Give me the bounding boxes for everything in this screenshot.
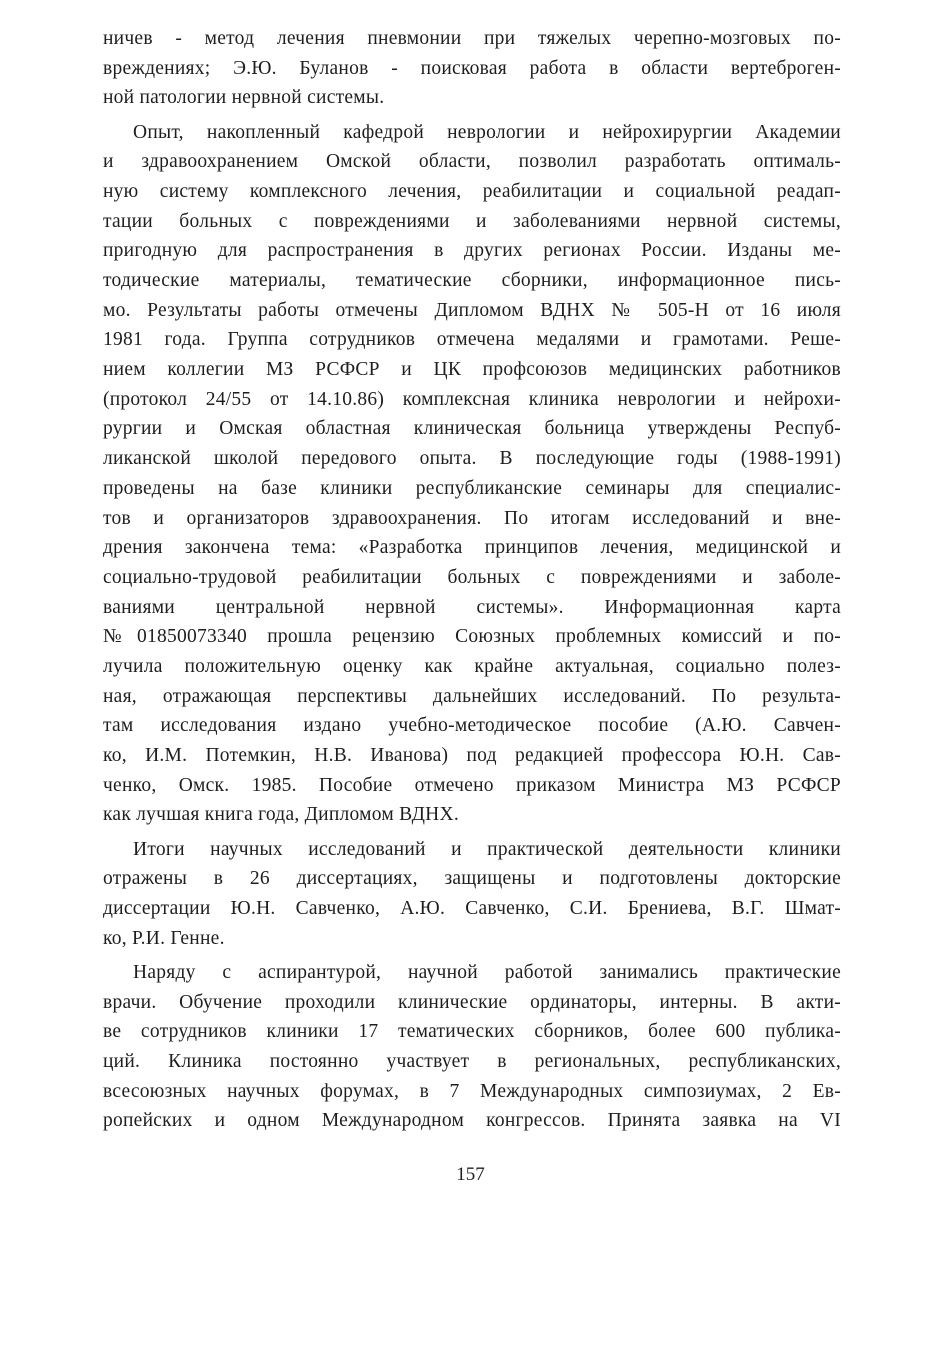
text-line: ликанской школой передового опыта. В последующие годы (1988-1991) — [103, 448, 841, 470]
paragraph-3 — [103, 835, 841, 954]
text-line: отражены в 26 диссертациях, защищены и подготовлены докторские — [103, 868, 841, 890]
text-line: всесоюзных научных форумах, в 7 Международных симпозиумах, 2 Ев- — [103, 1080, 841, 1102]
text-line: пригодную для распространения в других регионах России. Изданы ме- — [103, 240, 841, 262]
paragraph-2 — [103, 118, 841, 831]
text-line: Наряду с аспирантурой, научной работой занимались практические — [133, 961, 841, 983]
text-line: диссертации Ю.Н. Савченко, А.Ю. Савченко, С.И. Брениева, В.Г. Шмат- — [103, 897, 841, 919]
text-line: и здравоохранением Омской области, позволил разработать оптималь- — [103, 151, 841, 173]
body-text — [103, 24, 841, 1140]
text-line: мо. Результаты работы отмечены Дипломом ВДНХ № 505-Н от 16 июля — [103, 299, 841, 321]
text-line: тов и организаторов здравоохранения. По итогам исследований и вне- — [103, 507, 841, 529]
paragraph-4 — [103, 958, 841, 1136]
text-line: ко, Р.И. Генне. — [103, 927, 225, 949]
text-line: ваниями центральной нервной системы». Информационная карта — [103, 596, 841, 618]
text-line: лучила положительную оценку как крайне актуальная, социально полез- — [103, 655, 841, 677]
text-line: ная, отражающая перспективы дальнейших исследований. По результа- — [103, 685, 841, 707]
text-line: Опыт, накопленный кафедрой неврологии и нейрохирургии Академии — [133, 121, 841, 143]
text-line: вреждениях; Э.Ю. Буланов - поисковая работа в области вертеброген- — [103, 57, 841, 79]
text-line: социально-трудовой реабилитации больных с повреждениями и заболе- — [103, 566, 841, 588]
text-line: 1981 года. Группа сотрудников отмечена медалями и грамотами. Реше- — [103, 329, 841, 351]
page-number: 157 — [456, 1164, 485, 1185]
text-line: ве сотрудников клиники 17 тематических сборников, более 600 публика- — [103, 1021, 841, 1043]
text-line: рургии и Омская областная клиническая больница утверждены Респуб- — [103, 418, 841, 440]
text-line: №01850073340 прошла рецензию Союзных проблемных комиссий и по- — [103, 626, 841, 648]
text-line: ций. Клиника постоянно участвует в региональных, республиканских, — [103, 1050, 841, 1072]
text-line: ко, И.М. Потемкин, Н.В. Иванова) под редакцией профессора Ю.Н. Сав- — [103, 745, 841, 766]
text-line: ную систему комплексного лечения, реабилитации и социальной реадап- — [103, 180, 841, 202]
text-line: ной патологии нервной системы. — [103, 87, 385, 109]
paragraph-1 — [103, 24, 841, 113]
text-line: ченко, Омск. 1985. Пособие отмечено приказом Министра МЗ РСФСР — [103, 774, 841, 796]
text-line: тации больных с повреждениями и заболеваниями нервной системы, — [103, 210, 841, 232]
text-line: ничев - метод лечения пневмонии при тяжелых черепно-мозговых по- — [103, 28, 841, 49]
text-line: (протокол 24/55 от 14.10.86) комплексная клиника неврологии и нейрохи- — [103, 388, 841, 410]
text-line: там исследования издано учебно-методическое пособие (А.Ю. Савчен- — [103, 715, 841, 737]
text-line: дрения закончена тема: «Разработка принципов лечения, медицинской и — [103, 537, 841, 559]
text-line: как лучшая книга года, Дипломом ВДНХ. — [103, 804, 459, 826]
text-line: тодические материалы, тематические сборники, информационное пись- — [103, 270, 841, 291]
text-line: Итоги научных исследований и практической деятельности клиники — [133, 838, 841, 860]
text-line: нием коллегии МЗ РСФСР и ЦК профсоюзов медицинских работников — [103, 359, 841, 381]
text-line: проведены на базе клиники республиканские семинары для специалис- — [103, 477, 841, 499]
text-line: ропейских и одном Международном конгрессов. Принята заявка на VI — [103, 1110, 841, 1132]
text-line: врачи. Обучение проходили клинические ординаторы, интерны. В акти- — [103, 991, 841, 1013]
